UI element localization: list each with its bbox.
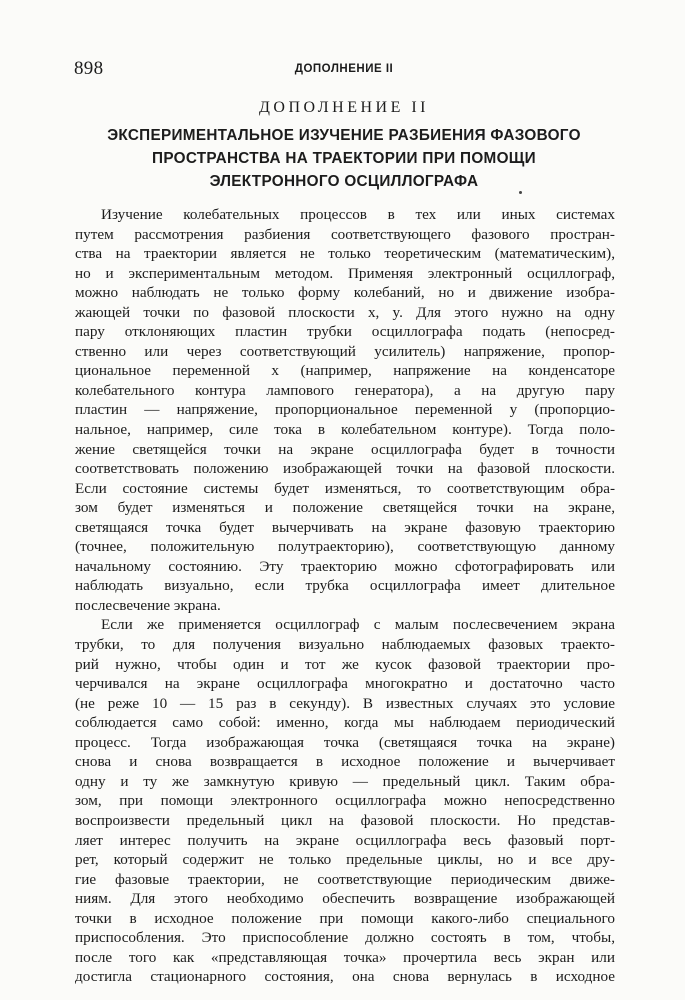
running-header [74, 58, 614, 80]
text-line: трубки, то для получения визуально наблюдаемых фазовых траекто- [75, 636, 615, 654]
text-line: одну и ту же замкнутую кривую — предельный цикл. Таким обра- [75, 772, 615, 790]
chapter-title-line: ЭКСПЕРИМЕНТАЛЬНОЕ ИЗУЧЕНИЕ РАЗБИЕНИЯ ФАЗОВОГО [107, 127, 581, 144]
appendix-label: ДОПОЛНЕНИЕ II [259, 99, 429, 116]
paragraph-2 [75, 615, 615, 986]
text-line: начальному состоянию. Эту траекторию можно сфотографировать или [75, 557, 615, 575]
text-line: пластин — напряжение, пропорциональное переменной y (пропорцио- [75, 401, 615, 419]
text-line: жающей точки по фазовой плоскости x, y. Для этого нужно на одну [75, 303, 615, 321]
text-line: снова и снова возвращается в исходное положение и вычерчивает [75, 753, 615, 771]
text-line: соблюдается само собой: именно, когда мы наблюдаем периодический [75, 714, 615, 732]
running-title: ДОПОЛНЕНИЕ II [294, 63, 394, 75]
text-line: Если же применяется осциллограф с малым послесвечением экрана [101, 616, 615, 634]
text-line: жение светящейся точки на экране осциллографа будет в точности [75, 440, 615, 458]
text-line: светящаяся точка будет вычерчивать на экране фазовую траекторию [75, 518, 615, 536]
text-line: пару отклоняющих пластин трубки осциллографа подать (непосред- [75, 323, 615, 341]
text-line: точки в исходное положение при помощи какого-либо специального [75, 909, 615, 927]
text-line: циональное переменной x (например, напряжение на конденсаторе [75, 362, 615, 380]
chapter-title-line: ПРОСТРАНСТВА НА ТРАЕКТОРИИ ПРИ ПОМОЩИ [152, 150, 536, 167]
text-line: можно наблюдать не только форму колебаний, но и движение изобра- [75, 284, 615, 302]
text-line: черчивался на экране осциллографа многократно и достаточно часто [75, 675, 615, 693]
body-text [75, 205, 615, 987]
text-line: соответствовать положению изображающей точки на фазовой плоскости. [75, 460, 615, 478]
text-line: гие фазовые траектории, не соответствующие периодическим движе- [75, 870, 615, 888]
text-line: после того как «представляющая точка» прочертила весь экран или [75, 948, 615, 966]
chapter-title [74, 124, 614, 193]
text-line: но и экспериментальным методом. Применяя электронный осциллограф, [75, 264, 615, 282]
text-line: ляет интерес получить на экране осциллографа весь фазовый порт- [75, 831, 615, 849]
text-line: нальное, например, силе тока в колебательном контуре). Тогда поло- [75, 421, 615, 439]
text-line: Изучение колебательных процессов в тех или иных системах [101, 206, 615, 223]
text-line: ственно или через соответствующий усилитель) напряжение, пропор- [75, 342, 615, 360]
text-line: процесс. Тогда изображающая точка (светящаяся точка на экране) [75, 733, 615, 751]
text-line: зом будет изменяться и положение светящейся точки на экране, [75, 499, 615, 517]
text-line: зом, при помощи электронного осциллографа можно непосредственно [75, 792, 615, 810]
text-line: ства на траектории является не только теоретическим (математическим), [75, 245, 615, 263]
text-line: ниям. Для этого необходимо обеспечить возвращение изображающей [75, 890, 615, 908]
text-line: послесвечение экрана. [75, 596, 221, 614]
page-number: 898 [74, 58, 104, 79]
text-line: наблюдать визуально, если трубка осциллографа имеет длительное [75, 577, 615, 595]
text-line: достигла стационарного состояния, она снова вернулась в исходное [75, 968, 615, 986]
text-line: путем рассмотрения разбиения соответствующего фазового простран- [75, 225, 615, 243]
text-line: рет, который содержит не только предельные циклы, но и все дру- [75, 851, 615, 869]
chapter-title-line: ЭЛЕКТРОННОГО ОСЦИЛЛОГРАФА [209, 173, 479, 190]
text-line: (не реже 10 — 15 раз в секунду). В известных случаях это условие [75, 694, 615, 712]
text-line: воспроизвести предельный цикл на фазовой плоскости. Но представ- [75, 811, 615, 829]
text-line: (точнее, положительную полутраекторию), соответствующую данному [75, 538, 615, 556]
text-line: колебательного контура лампового генератора), а на другую пару [75, 381, 615, 399]
paragraph-1 [75, 205, 615, 615]
text-line: приспособления. Это приспособление должно состоять в том, чтобы, [75, 929, 615, 947]
text-line: рий нужно, чтобы один и тот же кусок фазовой траектории про- [75, 655, 615, 673]
text-line: Если состояние системы будет изменяться, то соответствующим обра- [75, 479, 615, 497]
